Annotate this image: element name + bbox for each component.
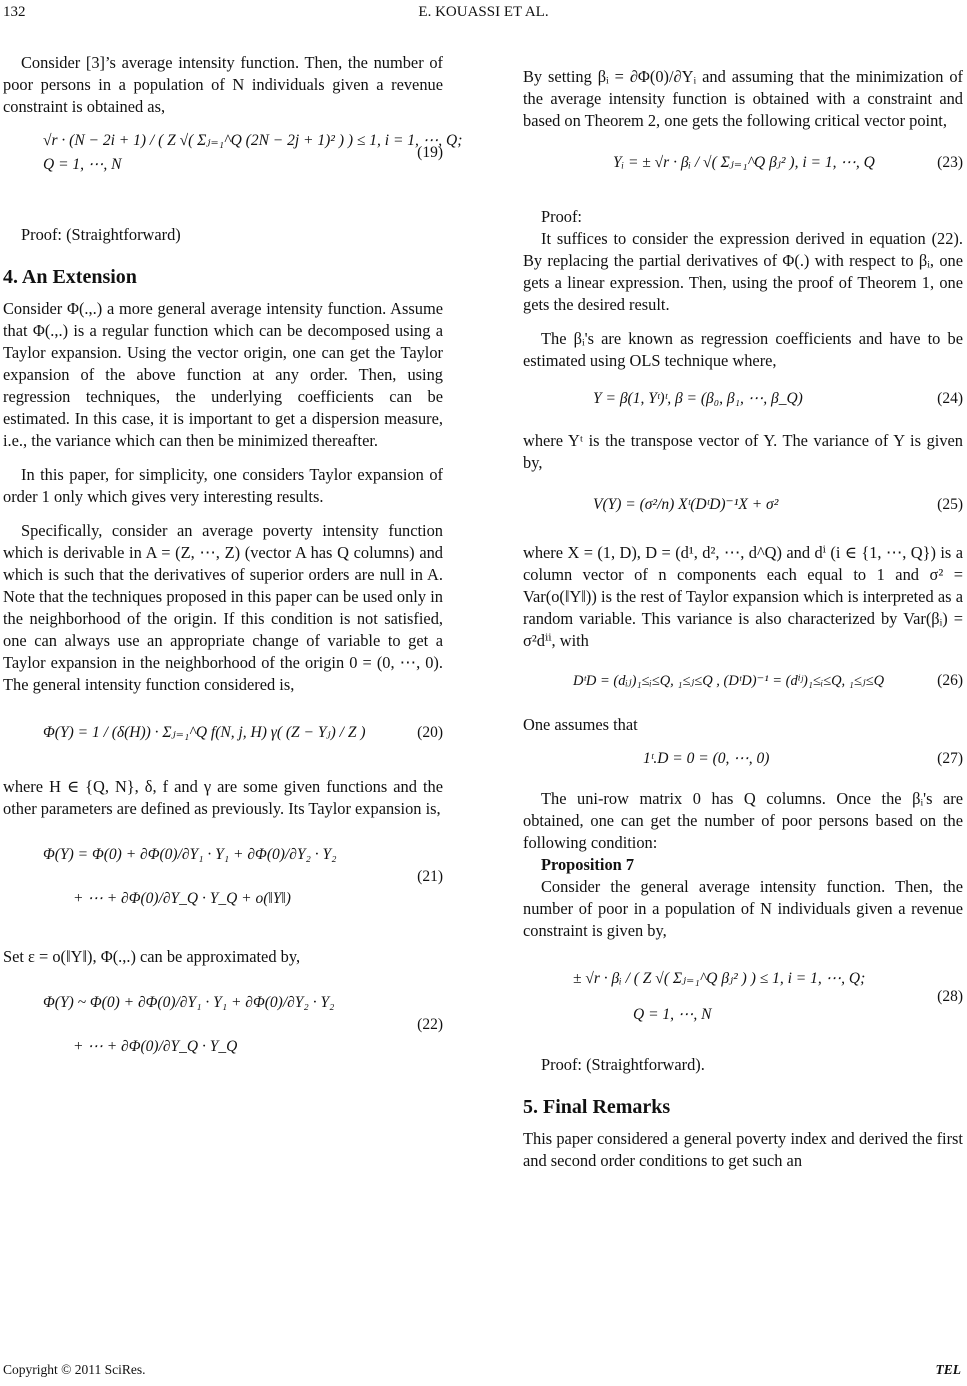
paragraph: Set ε = o(‖Y‖), Φ(.,.) can be approximated by, <box>3 947 301 966</box>
paragraph: The uni-row matrix 0 has Q columns. Once the βᵢ's are obtained, one can get the number of poor persons based on the following condition: <box>523 789 963 852</box>
equation-19 <box>3 130 463 176</box>
equation-number: (28) <box>937 988 963 1005</box>
equation-line: + ⋯ + ∂Φ(0)/∂Y_Q · Y_Q + o(‖Y‖) <box>73 890 291 907</box>
equation-26 <box>523 670 963 692</box>
paragraph: The βᵢ's are known as regression coefficients and have to be estimated using OLS technique where, <box>523 329 963 370</box>
equation-number: (27) <box>937 750 963 767</box>
equation-number: (23) <box>937 154 963 171</box>
equation-27 <box>523 748 963 770</box>
paragraph: Consider [3]’s average intensity function. Then, the number of poor persons in a population of N individuals given a revenue constraint is obtained as, <box>3 53 443 116</box>
equation-line: √r · (N − 2i + 1) / ( Z √( Σⱼ₌₁^Q (2N − 2j + 1)² ) ) ≤ 1, i = 1, ⋯, Q; <box>43 132 463 149</box>
paragraph: This paper considered a general poverty index and derived the first and second order conditions to get such an <box>523 1129 963 1170</box>
equation-number: (25) <box>937 496 963 513</box>
equation-line: Q = 1, ⋯, N <box>43 156 122 173</box>
equation-line: Y = β(1, Yᵗ)ᵗ, β = (β₀, β₁, ⋯, β_Q) <box>593 390 803 407</box>
copyright-notice: Copyright © 2011 SciRes. <box>3 1362 146 1377</box>
equation-line: Φ(Y) = Φ(0) + ∂Φ(0)/∂Y₁ · Y₁ + ∂Φ(0)/∂Y₂ · Y₂ <box>43 846 337 863</box>
equation-number: (22) <box>417 1016 443 1033</box>
paragraph: where X = (1, D), D = (d¹, d², ⋯, d^Q) and dⁱ (i ∈ {1, ⋯, Q}) is a column vector of n components each equal to 1 and σ² = Var(o(‖Y‖)) is the rest of Taylor expansion which is interpreted as a random variable. This variance is also characterized by Var(βᵢ) = σ²dⁱⁱ, with <box>523 543 963 650</box>
equation-line: Yᵢ = ± √r · βᵢ / √( Σⱼ₌₁^Q βⱼ² ), i = 1, ⋯, Q <box>613 154 875 171</box>
equation-line: Φ(Y) ~ Φ(0) + ∂Φ(0)/∂Y₁ · Y₁ + ∂Φ(0)/∂Y₂ · Y₂ <box>43 994 335 1011</box>
proof-label: Proof: (Straightforward). <box>541 1055 705 1074</box>
equation-21 <box>3 844 443 910</box>
left-column <box>3 52 463 1064</box>
equation-25 <box>523 494 963 516</box>
equation-line: V(Y) = (σ²/n) Xᵗ(DᵗD)⁻¹X + σ² <box>593 496 779 513</box>
equation-23 <box>523 152 963 174</box>
section-heading: 5. Final Remarks <box>523 1096 671 1118</box>
equation-line: + ⋯ + ∂Φ(0)/∂Y_Q · Y_Q <box>73 1038 238 1055</box>
paragraph: By setting βᵢ = ∂Φ(0)/∂Yᵢ and assuming that the minimization of the average intensity function is obtained with a constraint and based on Theorem 2, one gets the following critical vector point, <box>523 67 963 130</box>
equation-number: (24) <box>937 390 963 407</box>
equation-line: Q = 1, ⋯, N <box>633 1006 712 1023</box>
paragraph: Consider the general average intensity function. Then, the number of poor in a population of N individuals given a revenue constraint is given by, <box>523 877 963 940</box>
equation-number: (21) <box>417 868 443 885</box>
paragraph: It suffices to consider the expression derived in equation (22). By replacing the partial derivatives of Φ(.) with respect to βᵢ, one gets a linear expression. Then, using the proof of Theorem 1, one gets the desired result. <box>523 229 963 314</box>
section-heading: 4. An Extension <box>3 266 137 288</box>
equation-number: (20) <box>417 724 443 741</box>
equation-20 <box>3 722 443 744</box>
equation-line: 1ᵗ.D = 0 = (0, ⋯, 0) <box>643 750 770 767</box>
equation-number: (19) <box>417 144 443 161</box>
equation-line: Φ(Y) = 1 / (δ(H)) · Σⱼ₌₁^Q f(N, j, H) γ( (Z − Yⱼ) / Z ) <box>43 724 366 741</box>
proof-label: Proof: (Straightforward) <box>21 225 181 244</box>
right-column <box>523 52 963 1172</box>
equation-22 <box>3 992 443 1058</box>
journal-name: TEL <box>935 1362 961 1377</box>
equation-line: ± √r · βᵢ / ( Z √( Σⱼ₌₁^Q βⱼ² ) ) ≤ 1, i = 1, ⋯, Q; <box>573 970 866 987</box>
paragraph: In this paper, for simplicity, one considers Taylor expansion of order 1 only which gives very interesting results. <box>3 465 443 506</box>
paragraph: Consider Φ(.,.) a more general average intensity function. Assume that Φ(.,.) is a regular function which can be decomposed using a Taylor expansion. Using the vector origin, one can get the Taylor expansion of the above function at any order. Then, using regression techniques, the underlying coefficients can be estimated. In this case, it is important to get a dispersion measure, i.e., the variance which can then be minimized thereafter. <box>3 299 443 450</box>
equation-number: (26) <box>937 672 963 689</box>
proposition-title: Proposition 7 <box>541 855 635 874</box>
paragraph: where H ∈ {Q, N}, δ, f and γ are some given functions and the other parameters are defined as previously. Its Taylor expansion is, <box>3 777 443 818</box>
paragraph: where Yᵗ is the transpose vector of Y. The variance of Y is given by, <box>523 431 963 472</box>
proof-label: Proof: <box>541 207 582 226</box>
running-title: E. KOUASSI ET AL. <box>418 4 549 20</box>
paragraph: One assumes that <box>523 715 638 734</box>
equation-24 <box>523 388 963 410</box>
equation-28 <box>523 968 963 1026</box>
page-number: 132 <box>3 4 26 20</box>
paragraph: Specifically, consider an average poverty intensity function which is derivable in A = (Z, ⋯, Z) (vector A has Q columns) and which is such that the derivatives of superior orders are null in A. Note that the techniques proposed in this paper can be used only in the neighborhood of the origin. If this condition is not satisfied, one can always use an appropriate change of variable to get a Taylor expansion in the neighborhood of the origin 0 = (0, ⋯, 0). The general intensity function considered is, <box>3 521 443 694</box>
equation-line: DᵗD = (dᵢⱼ)₁≤ᵢ≤Q, ₁≤ⱼ≤Q , (DᵗD)⁻¹ = (dⁱʲ)₁≤ᵢ≤Q, ₁≤ⱼ≤Q <box>573 673 885 689</box>
